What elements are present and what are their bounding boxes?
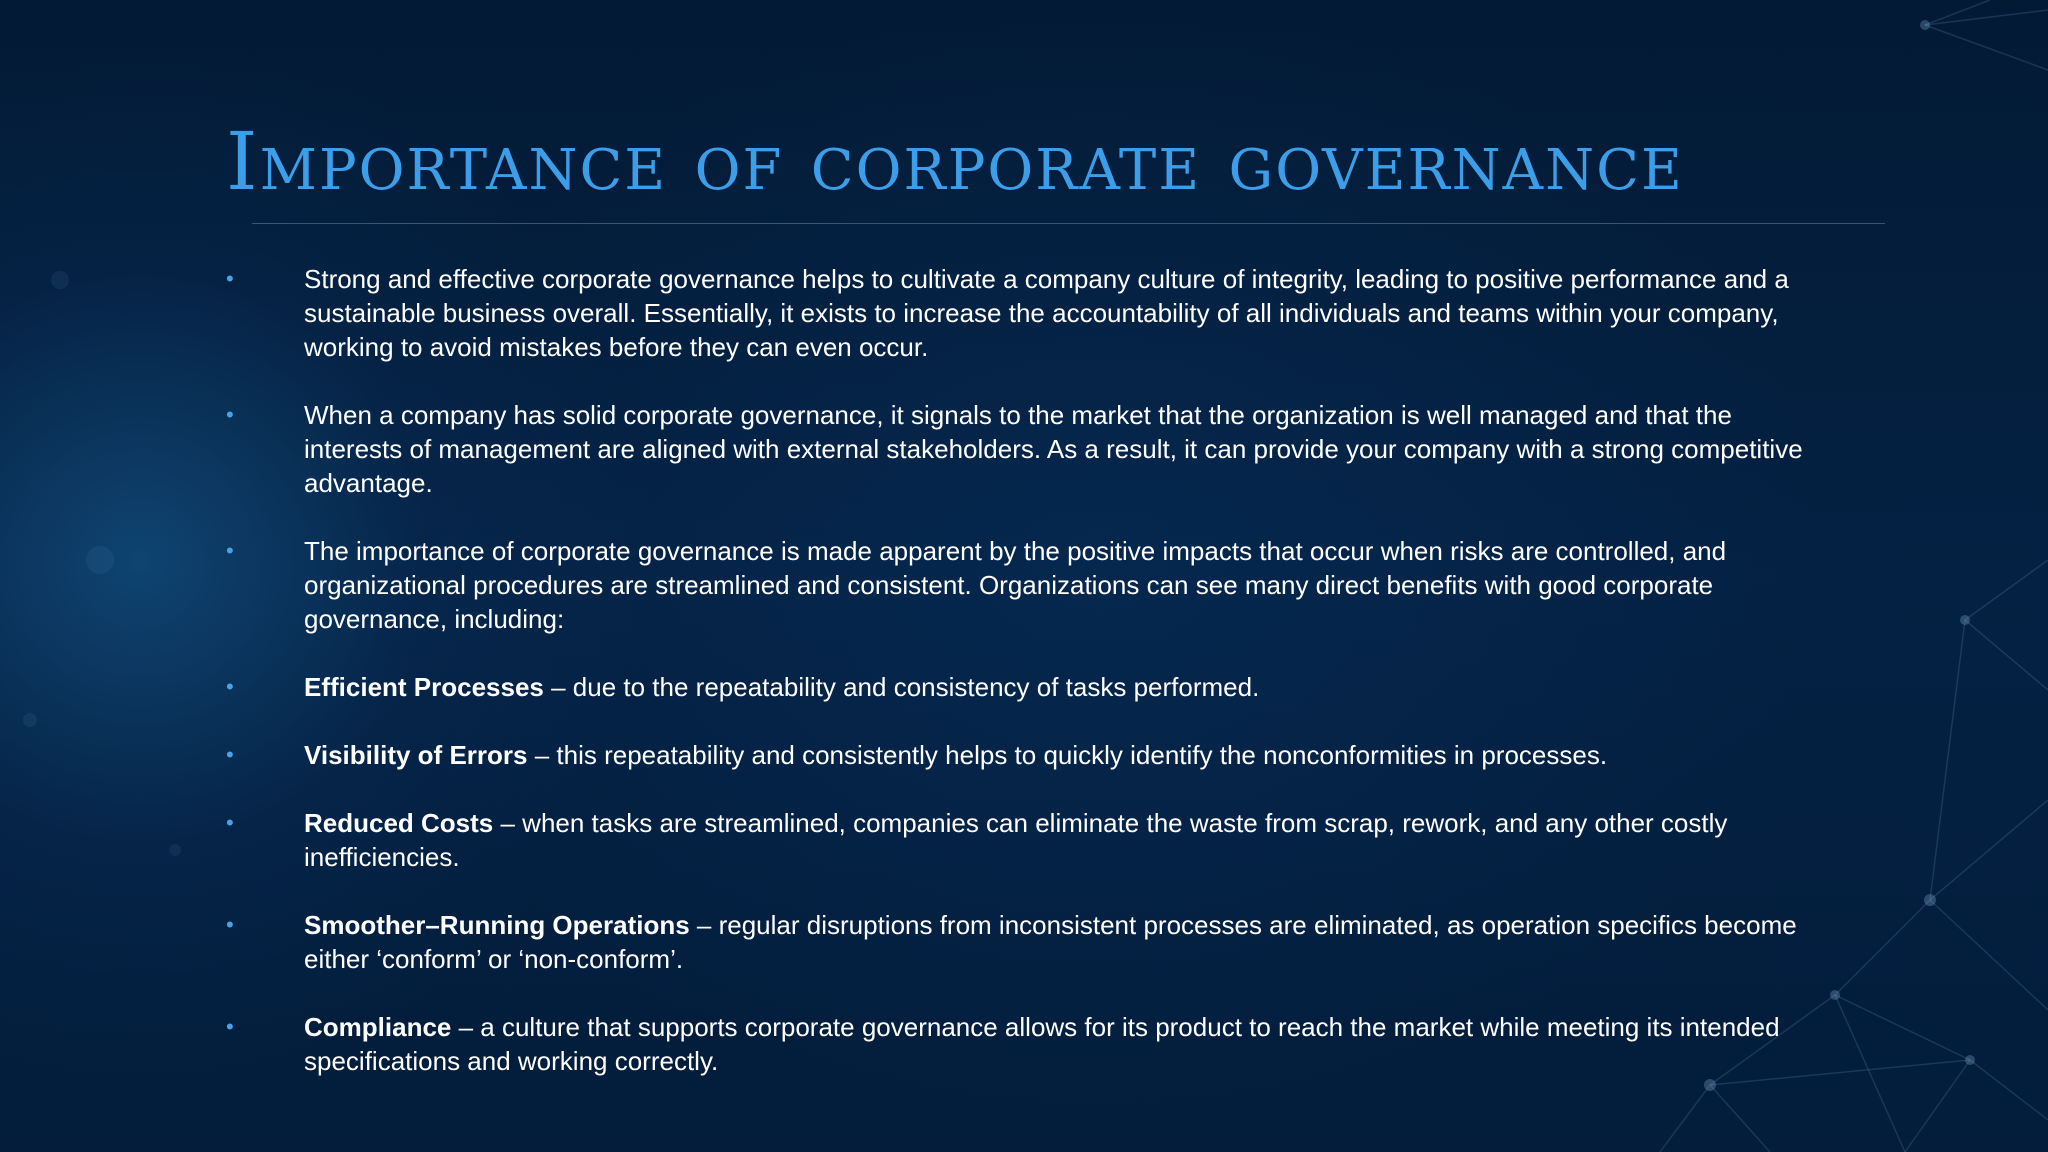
bullet-text bbox=[304, 740, 1607, 770]
bullet-item bbox=[226, 1010, 1826, 1078]
bullet-marker: • bbox=[226, 402, 234, 427]
bullet-text bbox=[304, 400, 1803, 498]
bullet-marker: • bbox=[226, 674, 234, 699]
bullet-term: Reduced Costs bbox=[304, 808, 494, 838]
bullet-text bbox=[304, 672, 1259, 702]
bullet-body: Strong and effective corporate governance helps to cultivate a company culture of integrity, leading to positive performance and a sustainable business overall. Essentially, it exists to increase the accountability of all individuals and teams within your company, working to avoid mistakes before they can even occur. bbox=[304, 264, 1789, 362]
bullet-item bbox=[226, 670, 1826, 704]
bullet-term: Compliance bbox=[304, 1012, 452, 1042]
bullet-text bbox=[304, 808, 1727, 872]
bullet-body: When a company has solid corporate governance, it signals to the market that the organization is well managed and that the interests of management are aligned with external stakeholders. As a result, it can provide your company with a strong competitive advantage. bbox=[304, 400, 1803, 498]
bullet-marker: • bbox=[226, 810, 234, 835]
bullet-list bbox=[226, 262, 1826, 1112]
bullet-item bbox=[226, 534, 1826, 636]
bullet-text bbox=[304, 264, 1789, 362]
bullet-text bbox=[304, 536, 1726, 634]
bullet-body: – a culture that supports corporate governance allows for its product to reach the market while meeting its intended specifications and working correctly. bbox=[304, 1012, 1780, 1076]
bullet-marker: • bbox=[226, 538, 234, 563]
bullet-text bbox=[304, 910, 1797, 974]
bullet-body: The importance of corporate governance is made apparent by the positive impacts that occur when risks are controlled, and organizational procedures are streamlined and consistent. Organizations can see many direct benefits with good corporate governance, including: bbox=[304, 536, 1727, 634]
bullet-text bbox=[304, 1012, 1780, 1076]
bullet-item bbox=[226, 262, 1826, 364]
bullet-term: Visibility of Errors bbox=[304, 740, 528, 770]
bullet-term: Efficient Processes bbox=[304, 672, 544, 702]
bullet-item bbox=[226, 806, 1826, 874]
bullet-marker: • bbox=[226, 1014, 234, 1039]
title-divider bbox=[252, 223, 1885, 224]
slide-title: Importance of corporate governance bbox=[226, 115, 1684, 208]
bullet-marker: • bbox=[226, 742, 234, 767]
bullet-body: – when tasks are streamlined, companies can eliminate the waste from scrap, rework, and any other costly inefficiencies. bbox=[304, 808, 1728, 872]
bullet-body: – regular disruptions from inconsistent processes are eliminated, as operation specifics become either ‘conform’ or ‘non-conform’. bbox=[304, 910, 1797, 974]
bullet-term: Smoother–Running Operations bbox=[304, 910, 690, 940]
bullet-item bbox=[226, 398, 1826, 500]
bullet-marker: • bbox=[226, 266, 234, 291]
bullet-body: – this repeatability and consistently helps to quickly identify the nonconformities in processes. bbox=[527, 740, 1608, 770]
bullet-marker: • bbox=[226, 912, 234, 937]
bullet-item bbox=[226, 908, 1826, 976]
bullet-item bbox=[226, 738, 1826, 772]
bullet-body: – due to the repeatability and consistency of tasks performed. bbox=[543, 672, 1260, 702]
